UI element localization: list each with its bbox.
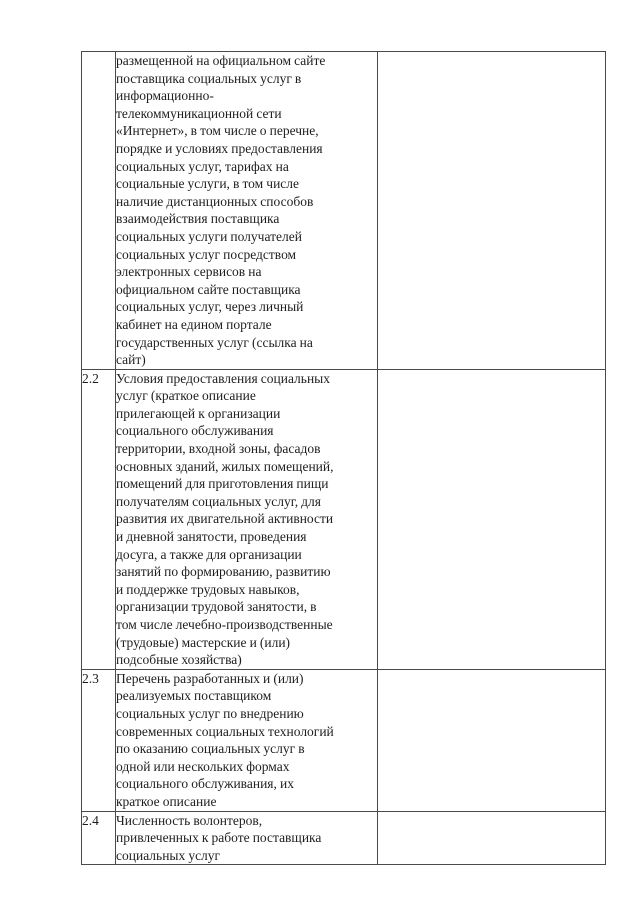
row-description: Численность волонтеров, привлеченных к работе поставщика социальных услуг: [116, 811, 378, 865]
row-value-cell: [378, 669, 606, 811]
row-value-cell: [378, 52, 606, 370]
row-value-cell: [378, 811, 606, 865]
table-row: [82, 669, 606, 811]
table-row: [82, 811, 606, 865]
row-value-cell: [378, 369, 606, 669]
row-description: Перечень разработанных и (или) реализуемых поставщиком социальных услуг по внедрению современных социальных технологий по оказанию социальных услуг в одной или нескольких формах социального обслуживания, их краткое описание: [116, 669, 378, 811]
row-number: 2.3: [82, 669, 116, 811]
row-description: размещенной на официальном сайте поставщика социальных услуг в информационно- телекоммуникационной сети «Интернет», в том числе о перечне, порядке и условиях предоставления социальных услуг, тарифах на социальные услуги, в том числе наличие дистанционных способов взаимодействия поставщика социальных услуги получателей социальных услуг посредством электронных сервисов на официальном сайте поставщика социальных услуг, через личный кабинет на едином портале государственных услуг (ссылка на сайт): [116, 52, 378, 370]
table-row: [82, 369, 606, 669]
row-number: [82, 52, 116, 370]
row-number: 2.4: [82, 811, 116, 865]
row-number: 2.2: [82, 369, 116, 669]
table-row: [82, 52, 606, 370]
info-table: [81, 51, 606, 865]
row-description: Условия предоставления социальных услуг (краткое описание прилегающей к организации социального обслуживания территории, входной зоны, фасадов основных зданий, жилых помещений, помещений для приготовления пищи получателям социальных услуг, для развития их двигательной активности и дневной занятости, проведения досуга, а также для организации занятий по формированию, развитию и поддержке трудовых навыков, организации трудовой занятости, в том числе лечебно-производственные (трудовые) мастерские и (или) подсобные хозяйства): [116, 369, 378, 669]
